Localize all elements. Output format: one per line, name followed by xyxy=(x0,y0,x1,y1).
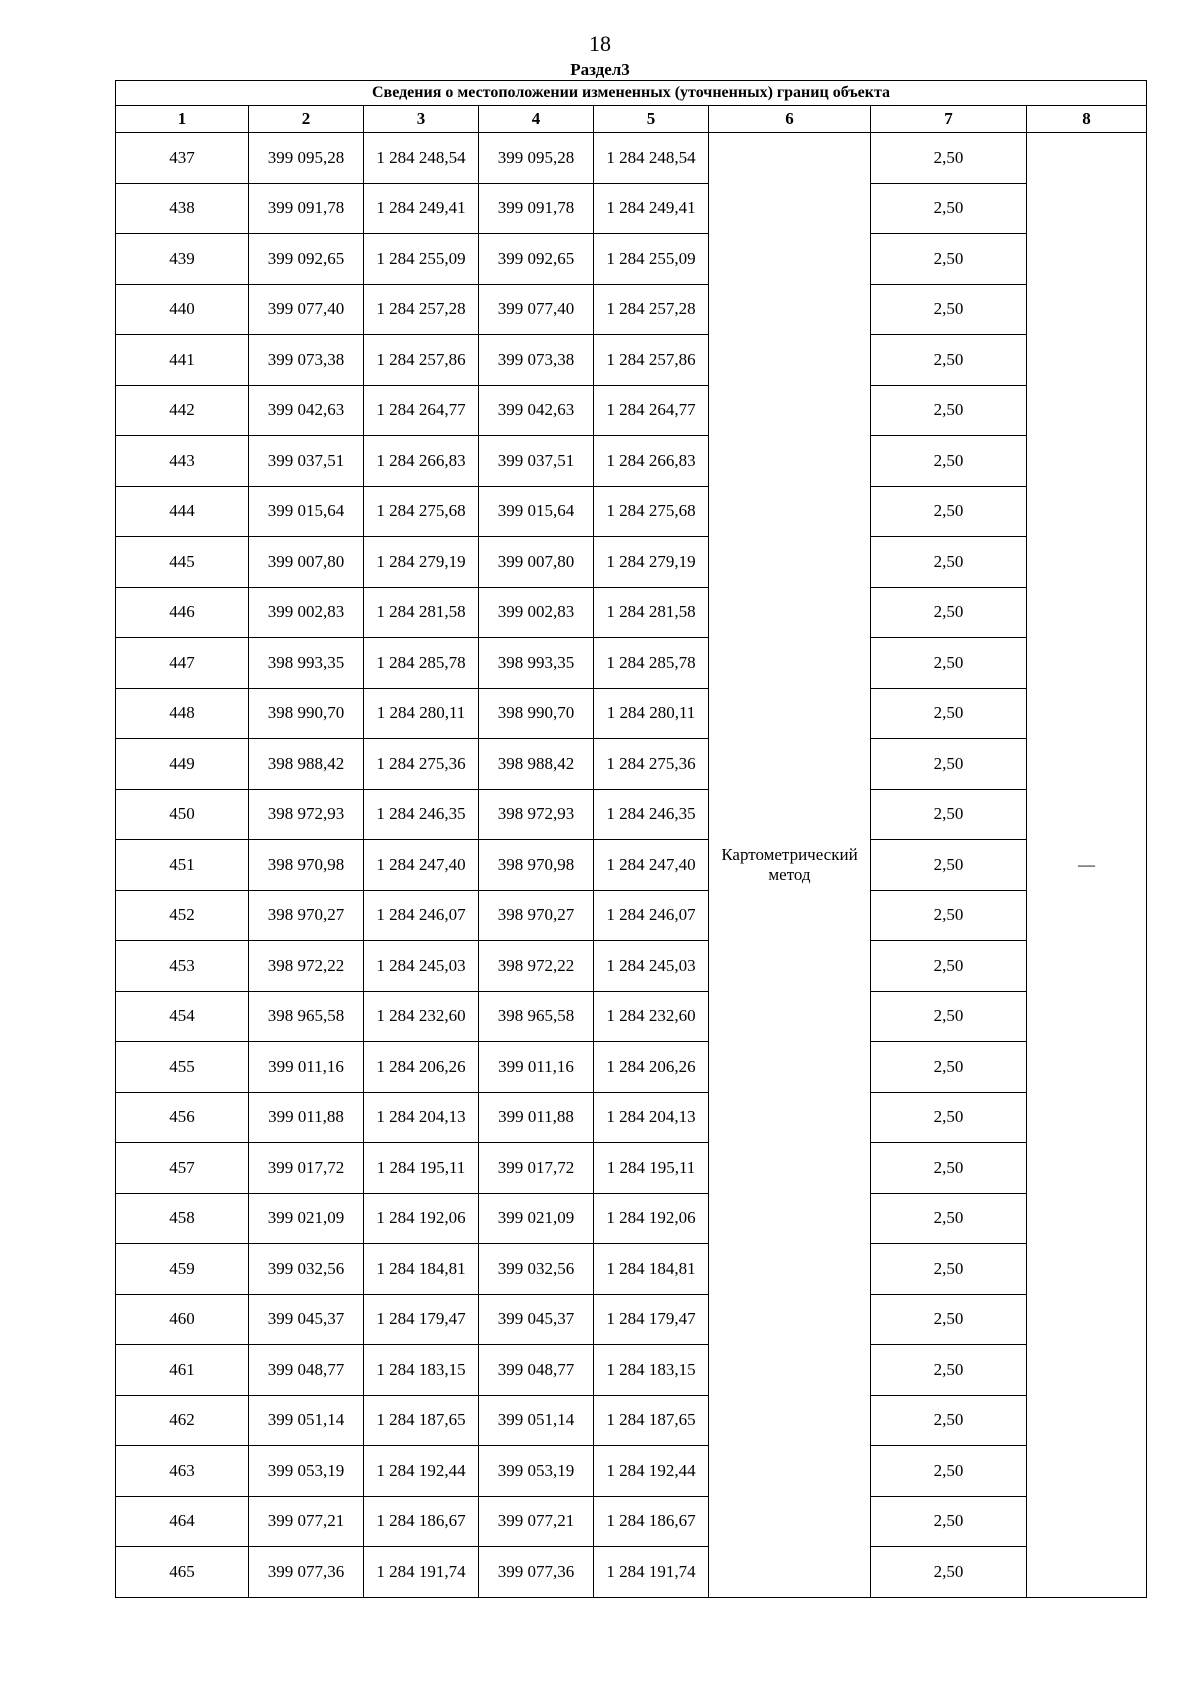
x-old-cell: 399 091,78 xyxy=(249,183,364,234)
accuracy-cell: 2,50 xyxy=(871,1143,1027,1194)
table-row xyxy=(116,1345,1147,1396)
y-new-cell: 1 284 192,44 xyxy=(594,1446,709,1497)
y-old-cell: 1 284 279,19 xyxy=(364,537,479,588)
y-old-cell: 1 284 257,28 xyxy=(364,284,479,335)
point-number-cell: 437 xyxy=(116,133,249,184)
table-row xyxy=(116,739,1147,790)
table-row xyxy=(116,1193,1147,1244)
x-new-cell: 399 042,63 xyxy=(479,385,594,436)
boundary-coordinates-table xyxy=(115,80,1147,1598)
table-row xyxy=(116,133,1147,184)
x-new-cell: 399 073,38 xyxy=(479,335,594,386)
table-row xyxy=(116,638,1147,689)
x-old-cell: 399 051,14 xyxy=(249,1395,364,1446)
table-row xyxy=(116,385,1147,436)
point-number-cell: 451 xyxy=(116,840,249,891)
x-old-cell: 399 007,80 xyxy=(249,537,364,588)
table-row xyxy=(116,436,1147,487)
accuracy-cell: 2,50 xyxy=(871,234,1027,285)
accuracy-cell: 2,50 xyxy=(871,1294,1027,1345)
table-row xyxy=(116,1092,1147,1143)
x-new-cell: 399 045,37 xyxy=(479,1294,594,1345)
accuracy-cell: 2,50 xyxy=(871,1193,1027,1244)
x-new-cell: 399 092,65 xyxy=(479,234,594,285)
table-row xyxy=(116,890,1147,941)
y-old-cell: 1 284 245,03 xyxy=(364,941,479,992)
point-number-cell: 465 xyxy=(116,1547,249,1598)
x-old-cell: 399 042,63 xyxy=(249,385,364,436)
x-new-cell: 398 990,70 xyxy=(479,688,594,739)
y-old-cell: 1 284 192,44 xyxy=(364,1446,479,1497)
y-old-cell: 1 284 257,86 xyxy=(364,335,479,386)
point-number-cell: 440 xyxy=(116,284,249,335)
point-number-cell: 445 xyxy=(116,537,249,588)
x-old-cell: 398 990,70 xyxy=(249,688,364,739)
x-new-cell: 399 077,36 xyxy=(479,1547,594,1598)
x-new-cell: 399 053,19 xyxy=(479,1446,594,1497)
table-row xyxy=(116,335,1147,386)
y-old-cell: 1 284 275,36 xyxy=(364,739,479,790)
y-old-cell: 1 284 247,40 xyxy=(364,840,479,891)
y-new-cell: 1 284 257,28 xyxy=(594,284,709,335)
y-old-cell: 1 284 206,26 xyxy=(364,1042,479,1093)
table-row xyxy=(116,234,1147,285)
y-new-cell: 1 284 246,07 xyxy=(594,890,709,941)
point-number-cell: 457 xyxy=(116,1143,249,1194)
y-old-cell: 1 284 192,06 xyxy=(364,1193,479,1244)
x-old-cell: 399 037,51 xyxy=(249,436,364,487)
x-old-cell: 399 053,19 xyxy=(249,1446,364,1497)
table-row xyxy=(116,840,1147,891)
x-new-cell: 398 972,93 xyxy=(479,789,594,840)
y-old-cell: 1 284 281,58 xyxy=(364,587,479,638)
x-old-cell: 399 077,36 xyxy=(249,1547,364,1598)
x-new-cell: 399 037,51 xyxy=(479,436,594,487)
y-old-cell: 1 284 186,67 xyxy=(364,1496,479,1547)
y-old-cell: 1 284 191,74 xyxy=(364,1547,479,1598)
point-number-cell: 455 xyxy=(116,1042,249,1093)
x-new-cell: 399 011,88 xyxy=(479,1092,594,1143)
accuracy-cell: 2,50 xyxy=(871,991,1027,1042)
x-old-cell: 399 045,37 xyxy=(249,1294,364,1345)
table-body xyxy=(116,133,1147,1598)
x-new-cell: 398 970,27 xyxy=(479,890,594,941)
point-number-cell: 452 xyxy=(116,890,249,941)
accuracy-cell: 2,50 xyxy=(871,688,1027,739)
x-old-cell: 399 092,65 xyxy=(249,234,364,285)
y-old-cell: 1 284 249,41 xyxy=(364,183,479,234)
accuracy-cell: 2,50 xyxy=(871,284,1027,335)
point-number-cell: 439 xyxy=(116,234,249,285)
x-new-cell: 398 965,58 xyxy=(479,991,594,1042)
y-new-cell: 1 284 232,60 xyxy=(594,991,709,1042)
x-new-cell: 399 051,14 xyxy=(479,1395,594,1446)
accuracy-cell: 2,50 xyxy=(871,1547,1027,1598)
x-old-cell: 399 077,21 xyxy=(249,1496,364,1547)
point-number-cell: 446 xyxy=(116,587,249,638)
y-new-cell: 1 284 186,67 xyxy=(594,1496,709,1547)
y-new-cell: 1 284 281,58 xyxy=(594,587,709,638)
point-number-cell: 438 xyxy=(116,183,249,234)
accuracy-cell: 2,50 xyxy=(871,1395,1027,1446)
point-number-cell: 464 xyxy=(116,1496,249,1547)
x-new-cell: 399 091,78 xyxy=(479,183,594,234)
x-new-cell: 399 095,28 xyxy=(479,133,594,184)
y-new-cell: 1 284 179,47 xyxy=(594,1294,709,1345)
column-number-4: 4 xyxy=(479,106,594,133)
x-new-cell: 399 021,09 xyxy=(479,1193,594,1244)
column-number-1: 1 xyxy=(116,106,249,133)
point-number-cell: 456 xyxy=(116,1092,249,1143)
point-number-cell: 461 xyxy=(116,1345,249,1396)
accuracy-cell: 2,50 xyxy=(871,638,1027,689)
x-old-cell: 399 048,77 xyxy=(249,1345,364,1396)
y-old-cell: 1 284 275,68 xyxy=(364,486,479,537)
table-row xyxy=(116,1294,1147,1345)
y-new-cell: 1 284 192,06 xyxy=(594,1193,709,1244)
y-new-cell: 1 284 257,86 xyxy=(594,335,709,386)
y-new-cell: 1 284 255,09 xyxy=(594,234,709,285)
x-old-cell: 399 011,16 xyxy=(249,1042,364,1093)
y-new-cell: 1 284 264,77 xyxy=(594,385,709,436)
y-old-cell: 1 284 246,35 xyxy=(364,789,479,840)
y-new-cell: 1 284 206,26 xyxy=(594,1042,709,1093)
x-new-cell: 398 993,35 xyxy=(479,638,594,689)
accuracy-cell: 2,50 xyxy=(871,436,1027,487)
x-new-cell: 398 972,22 xyxy=(479,941,594,992)
y-new-cell: 1 284 249,41 xyxy=(594,183,709,234)
y-new-cell: 1 284 195,11 xyxy=(594,1143,709,1194)
accuracy-cell: 2,50 xyxy=(871,587,1027,638)
accuracy-cell: 2,50 xyxy=(871,1042,1027,1093)
table-row xyxy=(116,537,1147,588)
accuracy-cell: 2,50 xyxy=(871,1244,1027,1295)
y-new-cell: 1 284 187,65 xyxy=(594,1395,709,1446)
point-number-cell: 463 xyxy=(116,1446,249,1497)
point-number-cell: 449 xyxy=(116,739,249,790)
y-new-cell: 1 284 285,78 xyxy=(594,638,709,689)
accuracy-cell: 2,50 xyxy=(871,385,1027,436)
accuracy-cell: 2,50 xyxy=(871,537,1027,588)
x-new-cell: 399 077,40 xyxy=(479,284,594,335)
accuracy-cell: 2,50 xyxy=(871,1092,1027,1143)
accuracy-cell: 2,50 xyxy=(871,335,1027,386)
table-row xyxy=(116,284,1147,335)
table-title: Сведения о местоположении измененных (уточненных) границ объекта xyxy=(116,81,1147,106)
y-old-cell: 1 284 195,11 xyxy=(364,1143,479,1194)
table-row xyxy=(116,587,1147,638)
table-row xyxy=(116,991,1147,1042)
accuracy-cell: 2,50 xyxy=(871,941,1027,992)
x-old-cell: 398 972,22 xyxy=(249,941,364,992)
x-new-cell: 398 970,98 xyxy=(479,840,594,891)
x-old-cell: 398 965,58 xyxy=(249,991,364,1042)
x-new-cell: 399 007,80 xyxy=(479,537,594,588)
point-number-cell: 458 xyxy=(116,1193,249,1244)
accuracy-cell: 2,50 xyxy=(871,840,1027,891)
x-old-cell: 399 017,72 xyxy=(249,1143,364,1194)
column-number-row xyxy=(116,106,1147,133)
y-new-cell: 1 284 191,74 xyxy=(594,1547,709,1598)
y-old-cell: 1 284 232,60 xyxy=(364,991,479,1042)
y-new-cell: 1 284 183,15 xyxy=(594,1345,709,1396)
accuracy-cell: 2,50 xyxy=(871,1496,1027,1547)
y-new-cell: 1 284 204,13 xyxy=(594,1092,709,1143)
column-number-2: 2 xyxy=(249,106,364,133)
y-new-cell: 1 284 246,35 xyxy=(594,789,709,840)
y-old-cell: 1 284 255,09 xyxy=(364,234,479,285)
point-number-cell: 450 xyxy=(116,789,249,840)
y-old-cell: 1 284 179,47 xyxy=(364,1294,479,1345)
x-old-cell: 399 073,38 xyxy=(249,335,364,386)
column-number-5: 5 xyxy=(594,106,709,133)
page-number: 18 xyxy=(589,31,611,56)
y-new-cell: 1 284 266,83 xyxy=(594,436,709,487)
x-old-cell: 398 972,93 xyxy=(249,789,364,840)
table-row xyxy=(116,789,1147,840)
point-number-cell: 441 xyxy=(116,335,249,386)
point-number-cell: 447 xyxy=(116,638,249,689)
accuracy-cell: 2,50 xyxy=(871,739,1027,790)
x-new-cell: 399 002,83 xyxy=(479,587,594,638)
table-row xyxy=(116,486,1147,537)
accuracy-cell: 2,50 xyxy=(871,1345,1027,1396)
method-cell: Картометрический метод xyxy=(709,133,871,1598)
y-old-cell: 1 284 183,15 xyxy=(364,1345,479,1396)
y-old-cell: 1 284 266,83 xyxy=(364,436,479,487)
table-title-row xyxy=(116,81,1147,106)
table-row xyxy=(116,1547,1147,1598)
y-old-cell: 1 284 204,13 xyxy=(364,1092,479,1143)
point-number-cell: 462 xyxy=(116,1395,249,1446)
x-new-cell: 399 011,16 xyxy=(479,1042,594,1093)
table-row xyxy=(116,1446,1147,1497)
y-new-cell: 1 284 184,81 xyxy=(594,1244,709,1295)
x-new-cell: 398 988,42 xyxy=(479,739,594,790)
point-number-cell: 460 xyxy=(116,1294,249,1345)
y-old-cell: 1 284 248,54 xyxy=(364,133,479,184)
accuracy-cell: 2,50 xyxy=(871,1446,1027,1497)
x-old-cell: 398 970,27 xyxy=(249,890,364,941)
y-new-cell: 1 284 275,68 xyxy=(594,486,709,537)
y-new-cell: 1 284 248,54 xyxy=(594,133,709,184)
point-number-cell: 443 xyxy=(116,436,249,487)
accuracy-cell: 2,50 xyxy=(871,133,1027,184)
accuracy-cell: 2,50 xyxy=(871,486,1027,537)
column-number-3: 3 xyxy=(364,106,479,133)
accuracy-cell: 2,50 xyxy=(871,890,1027,941)
y-old-cell: 1 284 285,78 xyxy=(364,638,479,689)
x-old-cell: 399 011,88 xyxy=(249,1092,364,1143)
y-old-cell: 1 284 264,77 xyxy=(364,385,479,436)
y-new-cell: 1 284 245,03 xyxy=(594,941,709,992)
point-number-cell: 442 xyxy=(116,385,249,436)
x-old-cell: 399 077,40 xyxy=(249,284,364,335)
table-row xyxy=(116,183,1147,234)
section-label: Раздел3 xyxy=(570,60,630,79)
x-new-cell: 399 077,21 xyxy=(479,1496,594,1547)
table-row xyxy=(116,1042,1147,1093)
table-row xyxy=(116,1496,1147,1547)
x-new-cell: 399 048,77 xyxy=(479,1345,594,1396)
table-row xyxy=(116,688,1147,739)
table-row xyxy=(116,941,1147,992)
x-old-cell: 398 970,98 xyxy=(249,840,364,891)
note-cell: — xyxy=(1027,133,1147,1598)
x-old-cell: 399 002,83 xyxy=(249,587,364,638)
point-number-cell: 444 xyxy=(116,486,249,537)
table-row xyxy=(116,1143,1147,1194)
x-old-cell: 398 988,42 xyxy=(249,739,364,790)
x-new-cell: 399 017,72 xyxy=(479,1143,594,1194)
x-old-cell: 398 993,35 xyxy=(249,638,364,689)
x-old-cell: 399 021,09 xyxy=(249,1193,364,1244)
accuracy-cell: 2,50 xyxy=(871,789,1027,840)
point-number-cell: 454 xyxy=(116,991,249,1042)
column-number-8: 8 xyxy=(1027,106,1147,133)
point-number-cell: 448 xyxy=(116,688,249,739)
y-new-cell: 1 284 275,36 xyxy=(594,739,709,790)
table-row xyxy=(116,1244,1147,1295)
y-old-cell: 1 284 280,11 xyxy=(364,688,479,739)
y-new-cell: 1 284 247,40 xyxy=(594,840,709,891)
column-number-7: 7 xyxy=(871,106,1027,133)
x-new-cell: 399 032,56 xyxy=(479,1244,594,1295)
y-new-cell: 1 284 279,19 xyxy=(594,537,709,588)
x-old-cell: 399 015,64 xyxy=(249,486,364,537)
point-number-cell: 453 xyxy=(116,941,249,992)
x-old-cell: 399 032,56 xyxy=(249,1244,364,1295)
x-new-cell: 399 015,64 xyxy=(479,486,594,537)
x-old-cell: 399 095,28 xyxy=(249,133,364,184)
point-number-cell: 459 xyxy=(116,1244,249,1295)
table-row xyxy=(116,1395,1147,1446)
y-old-cell: 1 284 246,07 xyxy=(364,890,479,941)
y-new-cell: 1 284 280,11 xyxy=(594,688,709,739)
y-old-cell: 1 284 187,65 xyxy=(364,1395,479,1446)
y-old-cell: 1 284 184,81 xyxy=(364,1244,479,1295)
column-number-6: 6 xyxy=(709,106,871,133)
accuracy-cell: 2,50 xyxy=(871,183,1027,234)
